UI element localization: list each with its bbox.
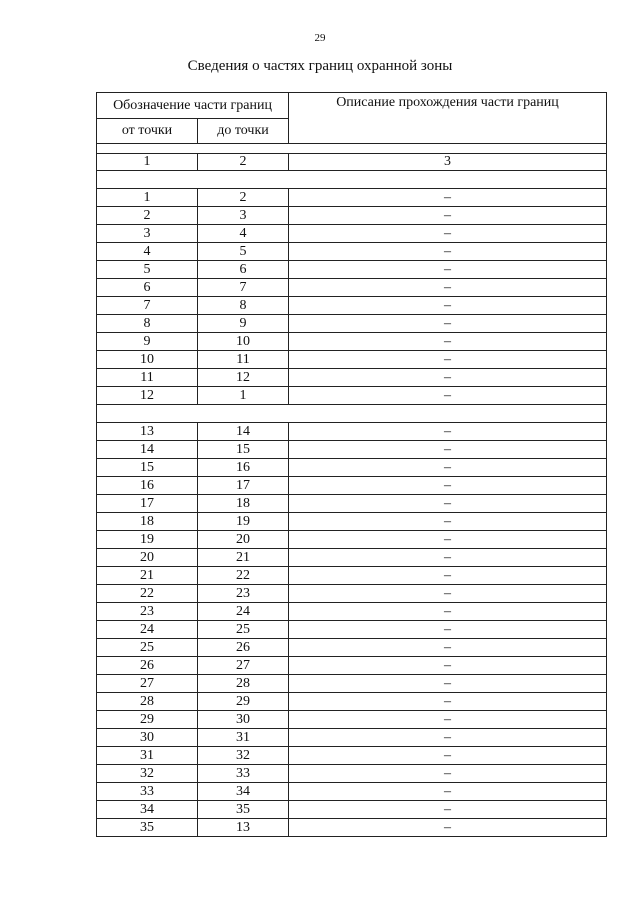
boundary-parts-table: [96, 92, 607, 837]
description-cell: –: [289, 693, 607, 711]
from-point-cell: 18: [97, 513, 198, 531]
table-row: [97, 351, 607, 369]
from-point-cell: 27: [97, 675, 198, 693]
description-cell: –: [289, 207, 607, 225]
from-point-cell: 3: [97, 225, 198, 243]
header-boundary-description: Описание прохождения части границ: [289, 93, 607, 144]
table-row: [97, 783, 607, 801]
from-point-cell: 14: [97, 441, 198, 459]
description-cell: –: [289, 495, 607, 513]
to-point-cell: 35: [198, 801, 289, 819]
to-point-cell: 22: [198, 567, 289, 585]
description-cell: –: [289, 729, 607, 747]
description-cell: –: [289, 261, 607, 279]
to-point-cell: 15: [198, 441, 289, 459]
table-row: [97, 567, 607, 585]
from-point-cell: 8: [97, 315, 198, 333]
from-point-cell: 17: [97, 495, 198, 513]
description-cell: –: [289, 639, 607, 657]
to-point-cell: 14: [198, 423, 289, 441]
from-point-cell: 28: [97, 693, 198, 711]
description-cell: –: [289, 423, 607, 441]
description-cell: –: [289, 369, 607, 387]
table-row: [97, 531, 607, 549]
table-row: [97, 639, 607, 657]
description-cell: –: [289, 333, 607, 351]
table-row: [97, 801, 607, 819]
description-cell: –: [289, 351, 607, 369]
from-point-cell: 1: [97, 189, 198, 207]
from-point-cell: 26: [97, 657, 198, 675]
from-point-cell: 11: [97, 369, 198, 387]
from-point-cell: 30: [97, 729, 198, 747]
description-cell: –: [289, 567, 607, 585]
from-point-cell: 19: [97, 531, 198, 549]
to-point-cell: 4: [198, 225, 289, 243]
description-cell: –: [289, 603, 607, 621]
column-number-cell: 2: [198, 154, 289, 171]
from-point-cell: 25: [97, 639, 198, 657]
description-cell: –: [289, 747, 607, 765]
description-cell: –: [289, 441, 607, 459]
to-point-cell: 7: [198, 279, 289, 297]
description-cell: –: [289, 549, 607, 567]
table-row: [97, 297, 607, 315]
from-point-cell: 12: [97, 387, 198, 405]
to-point-cell: 26: [198, 639, 289, 657]
from-point-cell: 33: [97, 783, 198, 801]
description-cell: –: [289, 279, 607, 297]
description-cell: –: [289, 711, 607, 729]
from-point-cell: 16: [97, 477, 198, 495]
description-cell: –: [289, 189, 607, 207]
to-point-cell: 21: [198, 549, 289, 567]
description-cell: –: [289, 459, 607, 477]
from-point-cell: 20: [97, 549, 198, 567]
table-row: [97, 513, 607, 531]
to-point-cell: 27: [198, 657, 289, 675]
table-row: [97, 207, 607, 225]
to-point-cell: 6: [198, 261, 289, 279]
header-gap-row: [97, 144, 607, 154]
table-row: [97, 819, 607, 837]
from-point-cell: 24: [97, 621, 198, 639]
table-row: [97, 225, 607, 243]
table-row: [97, 333, 607, 351]
description-cell: –: [289, 783, 607, 801]
from-point-cell: 10: [97, 351, 198, 369]
description-cell: –: [289, 513, 607, 531]
table-row: [97, 279, 607, 297]
table-row: [97, 189, 607, 207]
to-point-cell: 8: [198, 297, 289, 315]
to-point-cell: 30: [198, 711, 289, 729]
to-point-cell: 20: [198, 531, 289, 549]
from-point-cell: 2: [97, 207, 198, 225]
from-point-cell: 31: [97, 747, 198, 765]
description-cell: –: [289, 675, 607, 693]
page-number: 29: [314, 32, 326, 44]
table-row: [97, 315, 607, 333]
to-point-cell: 10: [198, 333, 289, 351]
description-cell: –: [289, 765, 607, 783]
to-point-cell: 11: [198, 351, 289, 369]
to-point-cell: 29: [198, 693, 289, 711]
from-point-cell: 22: [97, 585, 198, 603]
table-row: [97, 369, 607, 387]
from-point-cell: 4: [97, 243, 198, 261]
from-point-cell: 6: [97, 279, 198, 297]
table-row: [97, 693, 607, 711]
table-row: [97, 765, 607, 783]
to-point-cell: 1: [198, 387, 289, 405]
description-cell: –: [289, 315, 607, 333]
table-body: [97, 144, 607, 837]
to-point-cell: 28: [198, 675, 289, 693]
table-row: [97, 675, 607, 693]
to-point-cell: 24: [198, 603, 289, 621]
header-boundary-designation: Обозначение части границ: [97, 93, 289, 119]
table-row: [97, 441, 607, 459]
description-cell: –: [289, 297, 607, 315]
from-point-cell: 35: [97, 819, 198, 837]
to-point-cell: 34: [198, 783, 289, 801]
section-spacer-row: [97, 171, 607, 189]
table-row: [97, 549, 607, 567]
to-point-cell: 33: [198, 765, 289, 783]
section-spacer-row: [97, 405, 607, 423]
to-point-cell: 32: [198, 747, 289, 765]
description-cell: –: [289, 387, 607, 405]
description-cell: –: [289, 801, 607, 819]
table-row: [97, 711, 607, 729]
to-point-cell: 19: [198, 513, 289, 531]
column-number-row: [97, 154, 607, 171]
table-row: [97, 477, 607, 495]
column-number-cell: 1: [97, 154, 198, 171]
from-point-cell: 5: [97, 261, 198, 279]
description-cell: –: [289, 531, 607, 549]
from-point-cell: 9: [97, 333, 198, 351]
to-point-cell: 25: [198, 621, 289, 639]
header-to-point: до точки: [198, 119, 289, 144]
table-row: [97, 747, 607, 765]
from-point-cell: 34: [97, 801, 198, 819]
table-row: [97, 657, 607, 675]
table-row: [97, 243, 607, 261]
from-point-cell: 29: [97, 711, 198, 729]
description-cell: –: [289, 657, 607, 675]
description-cell: –: [289, 621, 607, 639]
description-cell: –: [289, 477, 607, 495]
table-row: [97, 261, 607, 279]
table-row: [97, 387, 607, 405]
to-point-cell: 13: [198, 819, 289, 837]
table-row: [97, 423, 607, 441]
to-point-cell: 23: [198, 585, 289, 603]
to-point-cell: 9: [198, 315, 289, 333]
description-cell: –: [289, 585, 607, 603]
from-point-cell: 32: [97, 765, 198, 783]
to-point-cell: 17: [198, 477, 289, 495]
from-point-cell: 13: [97, 423, 198, 441]
description-cell: –: [289, 819, 607, 837]
to-point-cell: 2: [198, 189, 289, 207]
table-row: [97, 585, 607, 603]
table-row: [97, 729, 607, 747]
table-row: [97, 621, 607, 639]
to-point-cell: 16: [198, 459, 289, 477]
to-point-cell: 3: [198, 207, 289, 225]
description-cell: –: [289, 225, 607, 243]
to-point-cell: 5: [198, 243, 289, 261]
description-cell: –: [289, 243, 607, 261]
to-point-cell: 18: [198, 495, 289, 513]
from-point-cell: 7: [97, 297, 198, 315]
document-title: Сведения о частях границ охранной зоны: [187, 58, 453, 74]
column-number-cell: 3: [289, 154, 607, 171]
table-row: [97, 603, 607, 621]
table-row: [97, 495, 607, 513]
from-point-cell: 23: [97, 603, 198, 621]
to-point-cell: 31: [198, 729, 289, 747]
to-point-cell: 12: [198, 369, 289, 387]
from-point-cell: 15: [97, 459, 198, 477]
from-point-cell: 21: [97, 567, 198, 585]
header-from-point: от точки: [97, 119, 198, 144]
table-row: [97, 459, 607, 477]
